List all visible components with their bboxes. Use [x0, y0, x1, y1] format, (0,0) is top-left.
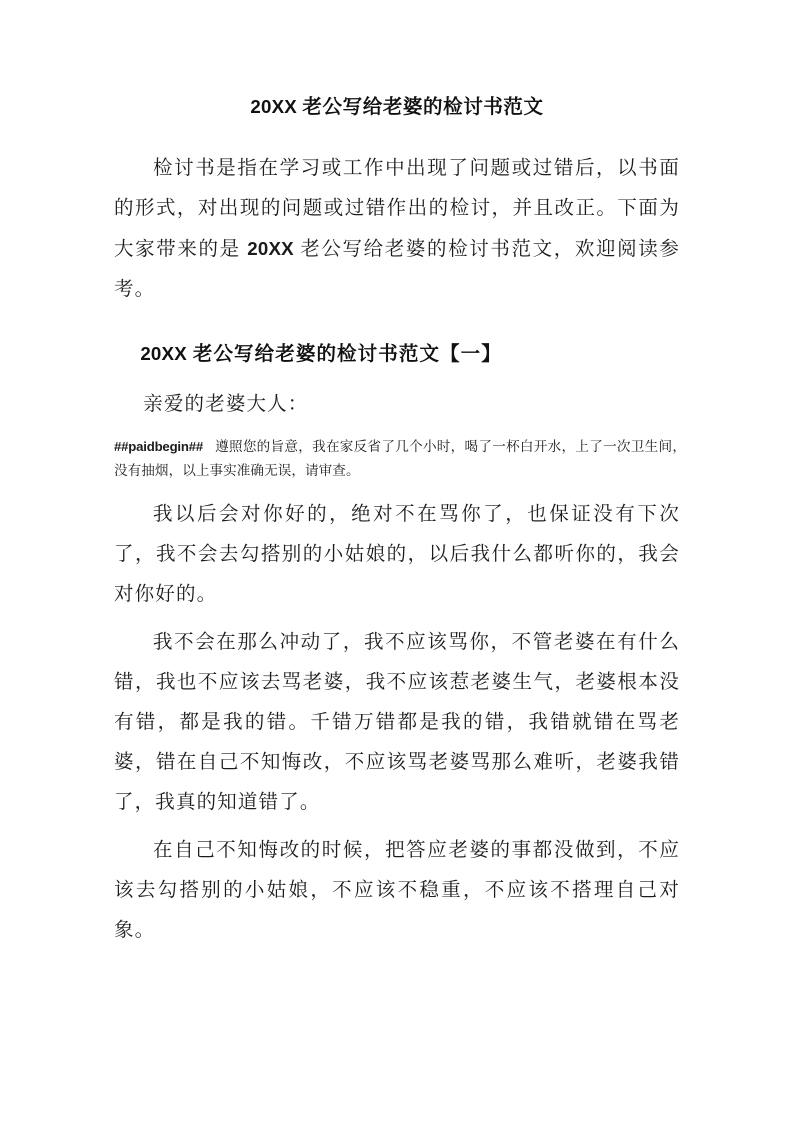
paid-marker-paragraph-text: 遵照您的旨意，我在家反省了几个小时，喝了一杯白开水，上了一次卫生间，没有抽烟，以上事实准确无误，请审查。: [114, 439, 686, 478]
intro-paragraph-part1: 检讨书是指在学习或工作中出现了问题或过错后，以书面的形式，对出现的问题或过错作出的检讨，并且改正。下面为大家带来的是: [114, 158, 680, 260]
paid-marker-paragraph: [114, 435, 686, 483]
page-title-latin: 20XX: [250, 96, 297, 117]
spacer: [114, 318, 680, 322]
paragraph-three: 我不会在那么冲动了，我不应该骂你，不管老婆在有什么错，我也不应该去骂老婆，我不应该惹老婆生气，老婆根本没有错，都是我的错。千错万错都是我的错，我错就错在骂老婆，错在自己不知悔改，不应该骂老婆骂那么难听，老婆我错了，我真的知道错了。: [114, 632, 680, 813]
paragraph-two: 我以后会对你好的，绝对不在骂你了，也保证没有下次了，我不会去勾搭别的小姑娘的，以后我什么都听你的，我会对你好的。: [114, 504, 680, 605]
salutation: 亲爱的老婆大人：: [143, 394, 309, 415]
section-heading-latin: 20XX: [140, 343, 187, 364]
intro-paragraph-latin: 20XX: [247, 238, 294, 259]
section-heading-rest: 老公写给老婆的检讨书范文【一】: [186, 344, 502, 365]
paragraph-four: 在自己不知悔改的时候，把答应老婆的事都没做到，不应该去勾搭别的小姑娘，不应该不稳重，不应该不搭理自己对象。: [114, 840, 680, 941]
page-title: [114, 92, 680, 123]
intro-paragraph: [114, 149, 680, 310]
section-heading-one: [114, 334, 680, 375]
paid-begin-marker: ##paidbegin##: [114, 439, 204, 454]
document-body: [114, 92, 686, 959]
intro-paragraph-part2: 老公写给老婆的检讨书范文，欢迎阅读参考。: [114, 239, 680, 300]
page-title-cjk: 老公写给老婆的检讨书范文: [296, 97, 544, 118]
